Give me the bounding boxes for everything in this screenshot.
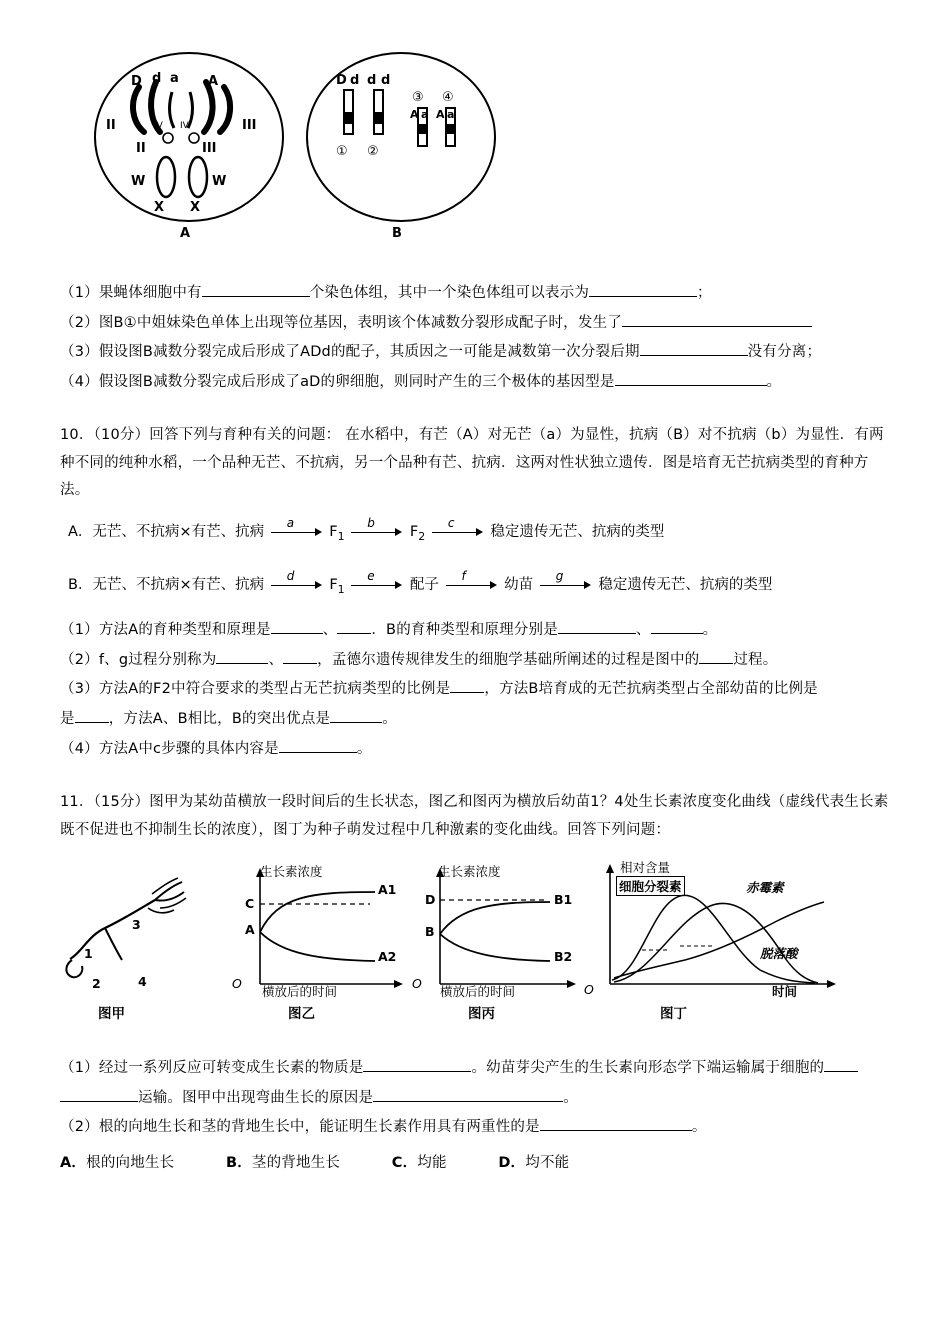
q10-item-2-blank-2[interactable] (283, 663, 317, 664)
q11-item-1-t4: 。 (563, 1089, 578, 1106)
cell-a-label-IV-left: IV (154, 121, 163, 131)
q10-arrow-c (432, 515, 484, 540)
fig-ding-curve-gibberellin: 赤霉素 (746, 880, 784, 896)
cell-a-chromosomes (94, 52, 284, 227)
q10-item-4-no: （4） (60, 740, 99, 757)
q10-item-4-t2: 。 (356, 740, 372, 757)
figure-chromosome-cells (84, 48, 504, 258)
q11-option-C-key: C． (391, 1154, 418, 1171)
q11-item-1-t1: 经过一系列反应可转变成生长素的物质是 (98, 1060, 364, 1077)
q10-item-1-t2: ．B的育种类型和原理分别是 (371, 622, 558, 639)
cell-b-label-d1: d (350, 73, 360, 88)
fig-bing-xlabel: 横放后的时间 (440, 984, 516, 1000)
fig-ding-origin: O (584, 982, 594, 998)
q9-item-3 (60, 339, 890, 367)
fig-yi-origin: O (232, 976, 242, 992)
q10-item-2-no: （2） (60, 651, 99, 668)
q10-scheme-a-label: A． (68, 523, 93, 540)
fig-bing-curve-B1: B1 (554, 892, 573, 908)
q10-item-1-blank-1[interactable] (271, 633, 323, 634)
q10-scheme-b (68, 568, 890, 603)
q10-item-2-blank-3[interactable] (699, 663, 733, 664)
cell-b-label-d2: d (367, 73, 377, 88)
q11-option-A-label: 根的向地生长 (86, 1154, 175, 1171)
fig-jia-caption: 图甲 (98, 1006, 125, 1023)
q10-arrow-d (271, 569, 323, 593)
q9-item-2-no: （2） (60, 314, 99, 331)
cell-a-label-II-left: II (106, 118, 116, 133)
q9-item-2-blank-1[interactable] (622, 326, 812, 327)
q10-node-seedling: 幼苗 (504, 577, 534, 594)
fig-yi-ylabel: 生长素浓度 (260, 864, 323, 880)
q10-item-3-t4: 。 (382, 711, 397, 728)
q10-item-3-blank-1[interactable] (450, 692, 484, 693)
q10-arrow-b-label: b (367, 515, 375, 530)
q11-option-D-key: D． (498, 1154, 526, 1171)
q11-item-1 (60, 1055, 890, 1083)
cell-b-label-a2: a (447, 108, 455, 121)
q10-item-2-t3: 过程。 (733, 651, 778, 668)
q10-item-3-t2: ，方法B培育成的无芒抗病类型占全部幼苗的比例是 (484, 681, 818, 698)
q11-option-D-label: 均不能 (525, 1154, 570, 1171)
q10-item-1-t1: 方法A的育种类型和原理是 (98, 622, 271, 639)
q10-node-f1b: $F_1$ (329, 577, 345, 596)
q10-item-3 (60, 676, 890, 704)
q10-item-2-blank-1[interactable] (216, 663, 268, 664)
q10-item-3-t1: 方法A的F2中符合要求的类型占无芒抗病类型的比例是 (98, 681, 451, 698)
figure-caption-a: A (180, 226, 191, 241)
q10-item-1-mid: 、 (322, 622, 338, 639)
q10-item-2-mid: 、 (268, 651, 284, 668)
fig-yi-curve-A2: A2 (378, 949, 397, 965)
q10-node-f2a: $F_2$ (409, 523, 426, 543)
q11-option-D[interactable] (498, 1155, 569, 1171)
figure-caption-b: B (392, 226, 402, 241)
cell-a-label-a: a (170, 71, 179, 86)
fig-bing-curve-B2: B2 (554, 949, 573, 965)
cell-a-label-II-inner: II (136, 141, 146, 156)
q11-item-1-cont (60, 1085, 890, 1113)
q10-scheme-a-start: 无芒、不抗病×有芒、抗病 (92, 523, 265, 540)
q10-scheme-b-label: B． (68, 577, 93, 594)
cell-a-label-A: A (208, 74, 219, 89)
q10-node-b-final: 稳定遗传无芒、抗病的类型 (598, 577, 773, 594)
q10-node-gamete: 配子 (409, 577, 439, 594)
cell-a-label-d: d (152, 71, 162, 86)
q11-option-C[interactable] (392, 1155, 447, 1171)
cell-b-label-3: ③ (412, 90, 424, 105)
fig-yi-xlabel: 横放后的时间 (262, 984, 338, 1000)
fig-yi-ytick-C: C (245, 896, 255, 912)
q10-node-f1a: $F_1$ (329, 523, 345, 543)
q11-item-1-t3: 运输。图甲中出现弯曲生长的原因是 (138, 1089, 374, 1106)
fig-bing-ytick-D: D (425, 892, 436, 908)
q10-item-1-no: （1） (60, 622, 99, 639)
q11-option-C-label: 均能 (417, 1154, 447, 1171)
q11-item-1-blank-1[interactable] (363, 1071, 471, 1072)
q10-stem (60, 422, 890, 505)
cell-a-label-X-right: X (190, 200, 201, 215)
q10-item-1-t4: 。 (702, 622, 718, 639)
q11-number: 11． (60, 794, 94, 811)
cell-b-label-4: ④ (442, 90, 454, 105)
q11-item-2 (60, 1114, 890, 1142)
q9-item-1-blank-1[interactable] (202, 296, 310, 297)
q10-arrow-f-label: f (461, 569, 466, 584)
q10-arrow-a (271, 515, 323, 540)
q10-item-1 (60, 617, 890, 645)
q9-item-4-t1: 假设图B减数分裂完成后形成了aD的卵细胞，则同时产生的三个极体的基因型是 (98, 373, 615, 390)
q10-item-1-blank-3[interactable] (558, 633, 636, 634)
q11-score: （15分） (93, 794, 150, 811)
q9-item-4-no: （4） (60, 373, 99, 390)
fig-jia-marker-1: 1 (84, 946, 93, 962)
q10-node-a-final: 稳定遗传无芒、抗病的类型 (490, 523, 665, 540)
cell-b-label-1: ① (336, 144, 348, 159)
fig-bing-ylabel: 生长素浓度 (438, 864, 501, 880)
fig-ding-xlabel: 时间 (772, 984, 798, 1000)
q9-item-1-blank-2[interactable] (589, 296, 697, 297)
figure-hormone-curves (60, 854, 890, 1029)
q11-item-2-blank-1[interactable] (540, 1130, 692, 1131)
q10-item-1-t3: 、 (635, 622, 651, 639)
q10-arrow-b (351, 515, 403, 540)
q10-arrow-f (446, 569, 498, 593)
cell-b-chromosomes (306, 52, 496, 227)
fig-yi-curve-A1: A1 (378, 882, 397, 898)
fig-bing-plot (410, 862, 595, 997)
fig-yi-caption: 图乙 (288, 1006, 315, 1023)
q11-item-1-blank-3[interactable] (60, 1101, 138, 1102)
cell-b-label-A1: A (410, 108, 419, 121)
q9-item-1-t3: ； (697, 285, 712, 301)
fig-bing-ytick-B: B (425, 924, 435, 940)
q10-scheme-b-start: 无芒、不抗病×有芒、抗病 (92, 577, 265, 594)
cell-b-label-a1: a (421, 108, 429, 121)
q9-item-4-blank-1[interactable] (615, 385, 767, 386)
cell-a-label-W-right: W (212, 174, 227, 189)
q9-item-1 (60, 280, 890, 308)
q10-item-3-blank-2[interactable] (75, 722, 109, 723)
fig-jia-marker-4: 4 (138, 974, 147, 990)
cell-a-label-W-left: W (131, 174, 146, 189)
q10-arrow-g (540, 569, 592, 593)
q9-item-4-t2: 。 (766, 373, 782, 390)
q11-option-A[interactable] (60, 1155, 174, 1171)
q10-scheme-a (68, 515, 890, 550)
q10-item-3-cont (60, 706, 890, 734)
q10-item-3-no: （3） (60, 681, 99, 698)
q10-arrow-e-label: e (367, 569, 375, 584)
fig-jia-marker-3: 3 (132, 917, 141, 933)
q10-stem-text: 回答下列与育种有关的问题： 在水稻中，有芒（A）对无芒（a）为显性，抗病（B）对不抗病（b）为显性．有两种不同的纯种水稻，一个品种无芒、不抗病，另一个品种有芒、抗病．这两对性状独立遗传．图是培育无芒抗病类型的育种方法。 (60, 427, 884, 499)
q11-item-2-no: （2） (60, 1119, 99, 1136)
q10-item-2-t2: ，孟德尔遗传规律发生的细胞学基础所阐述的过程是图中的 (317, 651, 700, 668)
q10-item-4 (60, 736, 890, 764)
q9-item-3-t1: 假设图B减数分裂完成后形成了ADd的配子，其质因之一可能是减数第一次分裂后期 (98, 344, 640, 361)
cell-a-label-III-right: III (242, 118, 257, 133)
q10-score: （10分） (93, 427, 150, 444)
q11-option-A-key: A． (60, 1154, 87, 1171)
cell-b-label-d3: d (381, 73, 391, 88)
q11-item-1-blank-4[interactable] (373, 1101, 563, 1102)
q10-arrow-e (351, 569, 403, 593)
q10-arrow-a-label: a (286, 515, 295, 530)
page-content (60, 0, 890, 1177)
fig-ding-curve-aba: 脱落酸 (760, 946, 798, 962)
q10-item-3-lead: 是 (60, 711, 75, 728)
q11-item-2-t1: 根的向地生长和茎的背地生长中，能证明生长素作用具有两重性的是 (98, 1119, 540, 1136)
q10-arrow-c-label: c (447, 515, 455, 530)
q10-item-1-blank-4[interactable] (651, 633, 703, 634)
q10-item-3-t3: ，方法A、B相比，B的突出优点是 (108, 711, 331, 728)
q9-item-3-t2: 没有分离； (747, 344, 822, 361)
q9-item-1-t1: 果蝇体细胞中有 (98, 285, 202, 301)
q10-item-4-blank-1[interactable] (279, 752, 357, 753)
fig-bing-caption: 图丙 (468, 1006, 495, 1023)
q10-arrow-d-label: d (286, 569, 295, 584)
q11-options (60, 1150, 890, 1178)
cell-a-label-X-left: X (154, 200, 165, 215)
q11-option-B-label: 茎的背地生长 (251, 1154, 341, 1171)
cell-b-label-D: D (336, 73, 347, 88)
q11-item-1-t2: 。幼苗芽尖产生的生长素向形态学下端运输属于细胞的 (471, 1060, 825, 1077)
cell-a-label-D: D (131, 74, 142, 89)
q9-item-2-t1: 图B①中姐妹染色单体上出现等位基因，表明该个体减数分裂形成配子时，发生了 (98, 314, 622, 331)
q10-item-1-blank-2[interactable] (337, 633, 371, 634)
cell-b-label-A2: A (436, 108, 445, 121)
q11-option-B[interactable] (226, 1155, 340, 1171)
cell-a-label-III-inner: III (202, 141, 217, 156)
fig-ding-caption: 图丁 (660, 1006, 687, 1023)
question-9-items (60, 280, 890, 396)
q10-number: 10． (60, 427, 94, 444)
fig-bing-origin: O (412, 976, 422, 992)
q9-item-1-no: （1） (60, 285, 99, 301)
q11-item-1-blank-2[interactable] (824, 1071, 858, 1072)
fig-ding-curve-cytokinin: 细胞分裂素 (616, 876, 685, 896)
question-10 (60, 422, 890, 763)
q10-item-3-blank-3[interactable] (330, 722, 382, 723)
q11-item-1-no: （1） (60, 1060, 99, 1077)
q9-item-4 (60, 369, 890, 397)
q11-item-2-t2: 。 (691, 1119, 707, 1136)
q10-item-2 (60, 647, 890, 675)
q9-item-3-no: （3） (60, 344, 99, 361)
cell-a-label-IV-right: IV (180, 121, 189, 131)
q9-item-3-blank-1[interactable] (640, 355, 748, 356)
q11-stem-text: 图甲为某幼苗横放一段时间后的生长状态，图乙和图丙为横放后幼苗1？4处生长素浓度变化曲线（虚线代表生长素既不促进也不抑制生长的浓度），图丁为种子萌发过程中几种激素的变化曲线。回答下列问题： (60, 794, 889, 838)
cell-b-label-2: ② (367, 144, 379, 159)
fig-ding-ylabel: 相对含量 (620, 860, 671, 876)
q10-arrow-g-label: g (555, 569, 564, 584)
fig-jia-marker-2: 2 (92, 976, 101, 992)
question-11 (60, 789, 890, 1177)
q11-option-B-key: B． (225, 1154, 252, 1171)
q10-item-4-t1: 方法A中c步骤的具体内容是 (98, 740, 279, 757)
fig-yi-ytick-A: A (245, 922, 255, 938)
q10-item-2-t1: f、g过程分别称为 (98, 651, 217, 668)
q9-item-1-t2: 个染色体组，其中一个染色体组可以表示为 (309, 285, 590, 301)
q11-stem (60, 789, 890, 844)
q9-item-2 (60, 310, 890, 338)
